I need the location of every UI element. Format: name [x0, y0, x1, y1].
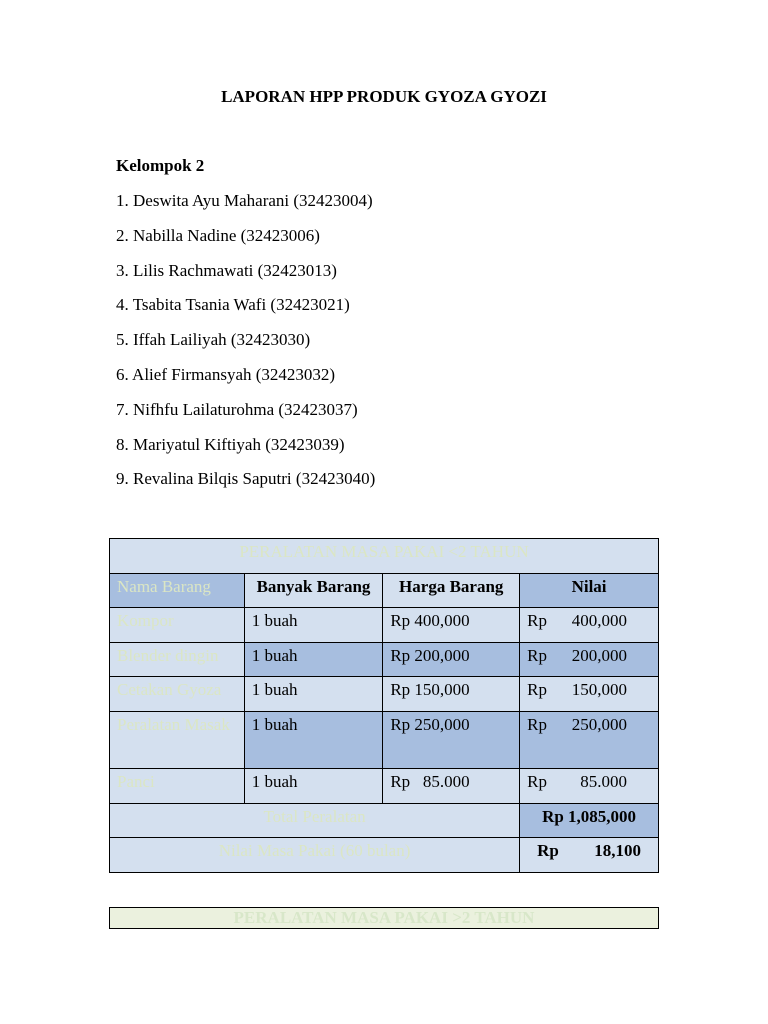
item-price: Rp 200,000	[383, 643, 520, 677]
item-value: 200,000	[571, 646, 627, 665]
table-row	[110, 769, 659, 804]
total-row	[110, 804, 659, 838]
item-qty: 1 buah	[244, 608, 383, 643]
list-item: 6. Alief Firmansyah (32423032)	[116, 364, 336, 384]
item-name: Panci	[110, 769, 245, 804]
item-qty: 1 buah	[244, 643, 383, 677]
item-price: Rp 150,000	[383, 677, 520, 712]
monthly-label: Nilai Masa Pakai (60 bulan)	[110, 838, 520, 873]
header-nama-barang: Nama Barang	[110, 574, 245, 608]
item-name: Blender dingin	[110, 643, 245, 677]
table-title: PERALATAN MASA PAKAI <2 TAHUN	[110, 539, 659, 574]
section2-title: PERALATAN MASA PAKAI >2 TAHUN	[109, 907, 659, 929]
list-item: 5. Iffah Lailiyah (32423030)	[116, 330, 311, 350]
table-header-row	[110, 574, 659, 608]
item-price: Rp 400,000	[383, 608, 520, 643]
list-item: 1. Deswita Ayu Maharani (32423004)	[116, 191, 373, 210]
item-qty: 1 buah	[244, 677, 383, 712]
monthly-row	[110, 838, 659, 873]
list-item: 7. Nifhfu Lailaturohma (32423037)	[116, 399, 358, 419]
table-title-row	[110, 539, 659, 574]
item-value-cell	[520, 712, 659, 769]
item-qty: 1 buah	[244, 712, 383, 769]
item-value-cell	[520, 769, 659, 804]
total-label: Total Peralatan	[110, 804, 520, 838]
list-item: 8. Mariyatul Kiftiyah (32423039)	[116, 434, 345, 454]
item-value-cell	[520, 677, 659, 712]
item-value: 150,000	[571, 680, 627, 699]
table-row	[110, 608, 659, 643]
item-name: Peralatan Masak	[110, 712, 245, 769]
currency-label: Rp	[527, 611, 547, 630]
item-value: 85.000	[580, 772, 627, 791]
item-value-cell	[520, 608, 659, 643]
currency-label: Rp	[537, 841, 559, 860]
currency-label: Rp	[527, 680, 547, 699]
header-harga-barang: Harga Barang	[383, 574, 520, 608]
header-nilai: Nilai	[520, 574, 659, 608]
item-price: Rp 85.000	[383, 769, 520, 804]
document-title: LAPORAN HPP PRODUK GYOZA GYOZI	[221, 87, 547, 106]
table-row	[110, 712, 659, 769]
item-value: 250,000	[571, 715, 627, 734]
item-price: Rp 250,000	[383, 712, 520, 769]
item-name: Cetakan Gyoza	[110, 677, 245, 712]
list-item: 2. Nabilla Nadine (32423006)	[116, 225, 320, 245]
list-item: 4. Tsabita Tsania Wafi (32423021)	[116, 295, 350, 315]
currency-label: Rp	[527, 715, 547, 734]
monthly-value-cell	[520, 838, 659, 873]
table-row	[110, 677, 659, 712]
list-item: 9. Revalina Bilqis Saputri (32423040)	[116, 469, 376, 489]
total-value: Rp 1,085,000	[520, 804, 659, 838]
list-item: 3. Lilis Rachmawati (32423013)	[116, 260, 337, 280]
item-qty: 1 buah	[244, 769, 383, 804]
item-value: 400,000	[571, 611, 627, 630]
currency-label: Rp	[527, 646, 547, 665]
header-banyak-barang: Banyak Barang	[244, 574, 383, 608]
item-name: Kompor	[110, 608, 245, 643]
currency-label: Rp	[527, 772, 547, 791]
group-heading: Kelompok 2	[116, 156, 205, 175]
monthly-value: 18,100	[594, 841, 641, 860]
member-list	[116, 190, 375, 503]
table-row	[110, 643, 659, 677]
equipment-table	[109, 538, 659, 873]
item-value-cell	[520, 643, 659, 677]
